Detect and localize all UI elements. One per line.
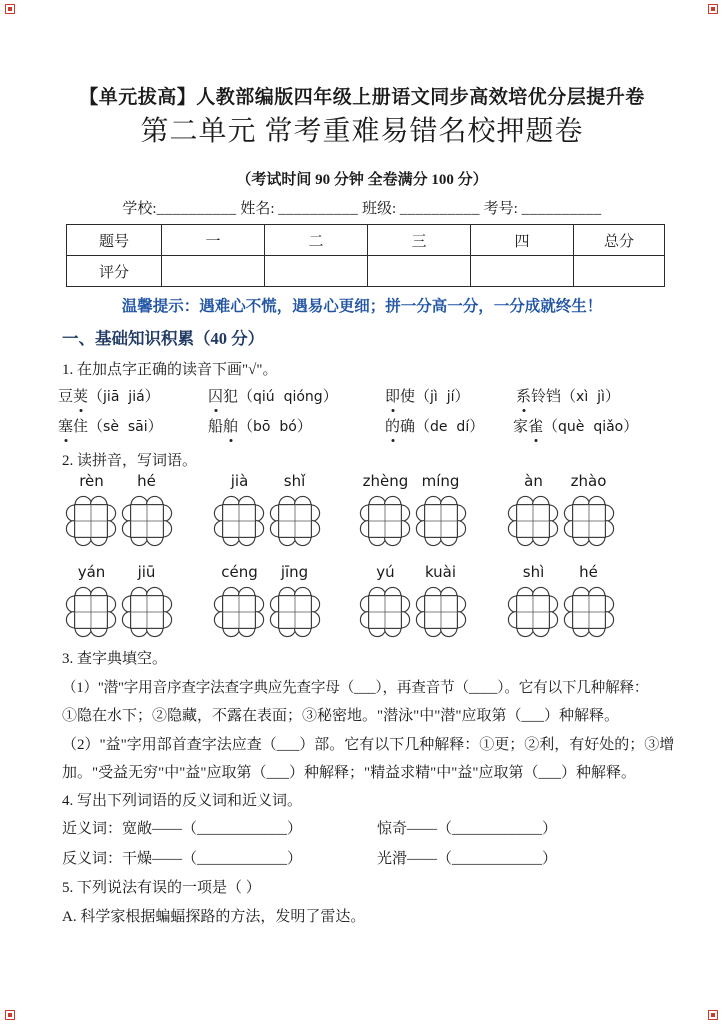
writing-grid-cell	[562, 493, 616, 549]
writing-grid-cell	[358, 584, 412, 640]
dotted-char: 塞	[58, 419, 74, 435]
q4-antonym-item1: 反义词：干燥——（____________）	[62, 851, 303, 867]
q1-item: 家雀（què qiǎo）	[513, 419, 639, 435]
pinyin-group: shì hé	[522, 563, 598, 581]
q3-line4: 加。"受益无穷"中"益"应取第（___）种解释；"精益求精"中"益"应取第（___）种解释。	[62, 765, 636, 781]
q1-row2	[58, 417, 662, 441]
score-cell	[471, 256, 574, 287]
q5-option-a: A. 科学家根据蝙蝠探路的方法，发明了雷达。	[62, 909, 366, 925]
score-table-header-cell: 总分	[574, 225, 665, 256]
writing-grid-cell	[268, 493, 322, 549]
q2-pinyin-row1	[62, 471, 666, 491]
corner-seal-icon	[5, 4, 15, 14]
writing-grid-cell	[120, 584, 174, 640]
q2-stem: 2. 读拼音，写词语。	[62, 453, 198, 469]
q4-synonym-item1: 近义词：宽敞——（____________）	[62, 821, 303, 837]
dotted-char: 荚	[73, 389, 89, 405]
q5-stem: 5. 下列说法有误的一项是（ ）	[62, 880, 261, 896]
writing-grid-cell	[414, 493, 468, 549]
dotted-char: 的	[385, 419, 401, 435]
pinyin-group: yú kuài	[376, 563, 457, 581]
score-table-header-row	[67, 225, 665, 256]
writing-grid-cell	[506, 493, 560, 549]
q4-synonym-item2: 惊奇——（____________）	[377, 821, 558, 837]
writing-grid-cell	[562, 584, 616, 640]
q3-line2: ①隐在水下；②隐藏，不露在表面；③秘密地。"潜泳"中"潜"应取第（___）种解释。	[62, 708, 619, 724]
score-table-score-row	[67, 256, 665, 287]
pinyin-group: céng jīng	[221, 563, 309, 581]
pinyin-group: zhèng míng	[362, 472, 460, 490]
writing-grid-pair	[212, 493, 322, 549]
score-cell	[265, 256, 368, 287]
name-blank: __________	[278, 201, 359, 217]
corner-seal-icon	[5, 1010, 15, 1020]
q3-line1: （1）"潜"字用音序查字法查字典应先查字母（___），再查音节（____）。它有以下几种解释：	[62, 680, 649, 696]
pinyin-group: rèn hé	[79, 472, 156, 490]
exam-number-blank: __________	[521, 201, 602, 217]
writing-grid-pair	[506, 493, 616, 549]
writing-grid-pair	[212, 584, 322, 640]
q1-item: 塞住（sè sāi）	[58, 419, 163, 435]
pinyin-group: àn zhào	[524, 472, 607, 490]
writing-grid-cell	[268, 584, 322, 640]
writing-grid-cell	[120, 493, 174, 549]
corner-seal-icon	[708, 4, 718, 14]
writing-grid-cell	[358, 493, 412, 549]
q1-item: 系铃铛（xì jì）	[516, 389, 620, 405]
score-table-header-cell: 一	[162, 225, 265, 256]
q1-stem: 1. 在加点字正确的读音下画"√"。	[62, 362, 278, 378]
dotted-char: 雀	[528, 419, 544, 435]
score-table-header-cell: 三	[368, 225, 471, 256]
warm-tip: 温馨提示：遇难心不慌，遇易心更细；拼一分高一分，一分成就终生！	[121, 298, 603, 315]
exam-info: （考试时间 90 分钟 全卷满分 100 分）	[236, 172, 488, 188]
writing-grid-cell	[414, 584, 468, 640]
score-table-header-cell: 四	[471, 225, 574, 256]
section1-heading: 一、基础知识积累（40 分）	[62, 329, 265, 348]
writing-grid-pair	[358, 493, 468, 549]
score-table-header-cell: 题号	[67, 225, 162, 256]
score-cell	[574, 256, 665, 287]
q4-antonym-item2: 光滑——（____________）	[377, 851, 558, 867]
score-cell	[368, 256, 471, 287]
writing-grid-cell	[64, 584, 118, 640]
exam-number-label: 考号:	[483, 201, 522, 217]
q3-stem: 3. 查字典填空。	[62, 651, 168, 667]
dotted-char: 即	[385, 389, 401, 405]
score-cell	[162, 256, 265, 287]
dotted-char: 囚	[208, 389, 224, 405]
q1-item: 豆荚（jiā jiá）	[58, 389, 160, 405]
paper-title: 第二单元 常考重难易错名校押题卷	[140, 116, 584, 147]
writing-grid-pair	[358, 584, 468, 640]
class-label: 班级:	[362, 201, 400, 217]
q2-pinyin-row2	[62, 562, 666, 582]
q1-item: 的确（de dí）	[385, 419, 485, 435]
writing-grid-pair	[64, 493, 174, 549]
name-label: 姓名:	[240, 201, 279, 217]
score-table-header-cell: 二	[265, 225, 368, 256]
school-label: 学校:	[122, 201, 157, 217]
q3-line3: （2）"益"字用部首查字法应查（___）部。它有以下几种解释：①更；②利，有好处的；③增	[62, 737, 675, 753]
q1-row1	[58, 387, 662, 411]
series-title: 【单元拔高】人教部编版四年级上册语文同步高效培优分层提升卷	[79, 87, 645, 108]
class-blank: __________	[399, 201, 480, 217]
writing-grid-cell	[212, 584, 266, 640]
q4-stem: 4. 写出下列词语的反义词和近义词。	[62, 793, 303, 809]
q1-item: 即使（jì jí）	[385, 389, 470, 405]
corner-seal-icon	[708, 1010, 718, 1020]
writing-grid-pair	[64, 584, 174, 640]
score-row-label: 评分	[67, 256, 162, 287]
q2-grid-row2	[62, 584, 666, 642]
q1-item: 船舶（bō bó）	[208, 419, 312, 435]
writing-grid-cell	[64, 493, 118, 549]
writing-grid-pair	[506, 584, 616, 640]
student-info-line	[0, 199, 724, 219]
dotted-char: 系	[516, 389, 532, 405]
score-table	[66, 224, 665, 287]
writing-grid-cell	[212, 493, 266, 549]
pinyin-group: jià shǐ	[230, 472, 306, 490]
q1-item: 囚犯（qiú qióng）	[208, 389, 338, 405]
dotted-char: 舶	[223, 419, 239, 435]
pinyin-group: yán jiū	[77, 563, 156, 581]
writing-grid-cell	[506, 584, 560, 640]
q2-grid-row1	[62, 493, 666, 551]
school-blank: __________	[156, 201, 237, 217]
